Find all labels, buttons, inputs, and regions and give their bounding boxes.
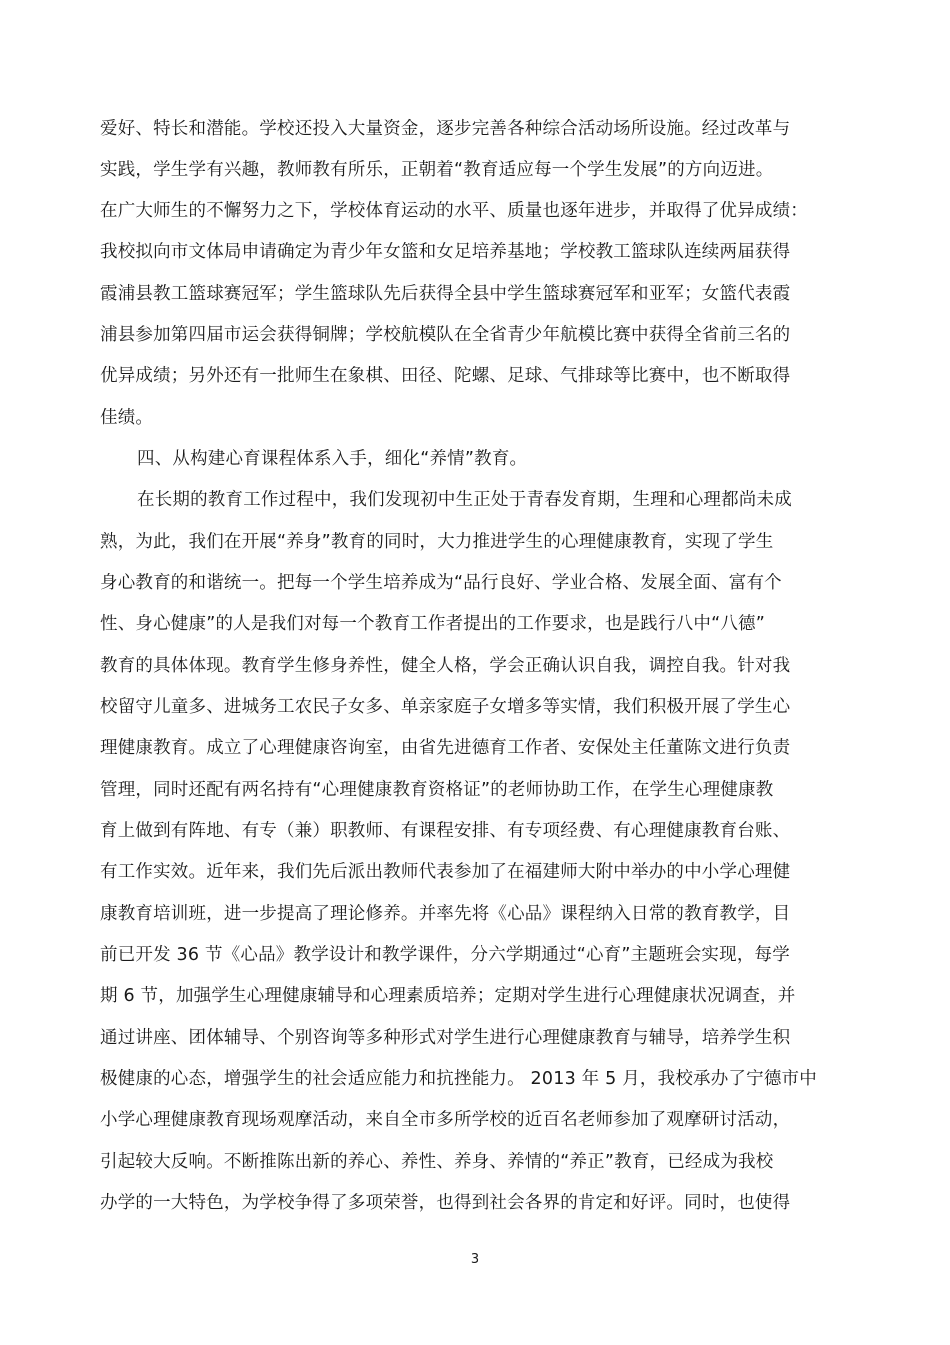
text-line: 前已开发 36 节《心品》教学设计和教学课件，分六学期通过“心育”主题班会实现，每学 [100,945,790,965]
text-line: 浦县参加第四届市运会获得铜牌；学校航模队在全省青少年航模比赛中获得全省前三名的 [100,325,791,345]
text-line: 管理，同时还配有两名持有“心理健康教育资格证”的老师协助工作，在学生心理健康教 [100,780,774,800]
text-line: 办学的一大特色，为学校争得了多项荣誉，也得到社会各界的肯定和好评。同时，也使得 [100,1193,791,1213]
text-line: 在广大师生的不懈努力之下，学校体育运动的水平、质量也逐年进步，并取得了优异成绩： [100,201,808,221]
text-line: 在长期的教育工作过程中，我们发现初中生正处于青春发育期，生理和心理都尚未成 [137,490,792,510]
text-line: 我校拟向市文体局申请确定为青少年女篮和女足培养基地；学校教工篮球队连续两届获得 [100,242,791,262]
text-line: 熟，为此，我们在开展“养身”教育的同时，大力推进学生的心理健康教育，实现了学生 [100,532,774,552]
text-line: 通过讲座、团体辅导、个别咨询等多种形式对学生进行心理健康教育与辅导，培养学生积 [100,1028,791,1048]
text-line: 爱好、特长和潜能。学校还投入大量资金，逐步完善各种综合活动场所设施。经过改革与 [100,119,791,139]
section-heading: 四、从构建心育课程体系入手，细化“养情”教育。 [137,449,528,469]
text-line: 身心教育的和谐统一。把每一个学生培养成为“品行良好、学业合格、发展全面、富有个 [100,573,782,593]
page-number: 3 [470,1252,480,1267]
text-line: 育上做到有阵地、有专（兼）职教师、有课程安排、有专项经费、有心理健康教育台账、 [100,821,791,841]
text-line: 有工作实效。近年来，我们先后派出教师代表参加了在福建师大附中举办的中小学心理健 [100,862,791,882]
text-line: 引起较大反响。不断推陈出新的养心、养性、养身、养情的“养正”教育，已经成为我校 [100,1152,774,1172]
text-line: 小学心理健康教育现场观摩活动，来自全市多所学校的近百名老师参加了观摩研讨活动， [100,1110,791,1130]
text-line: 极健康的心态，增强学生的社会适应能力和抗挫能力。 2013 年 5 月，我校承办了宁德市中 [100,1069,817,1089]
text-line: 教育的具体体现。教育学生修身养性，健全人格，学会正确认识自我，调控自我。针对我 [100,656,791,676]
text-line: 康教育培训班，进一步提高了理论修养。并率先将《心品》课程纳入日常的教育教学，目 [100,904,791,924]
text-line: 霞浦县教工篮球赛冠军；学生篮球队先后获得全县中学生篮球赛冠军和亚军；女篮代表霞 [100,284,791,304]
text-line: 期 6 节，加强学生心理健康辅导和心理素质培养；定期对学生进行心理健康状况调查，并 [100,986,796,1006]
text-line: 优异成绩；另外还有一批师生在象棋、田径、陀螺、足球、气排球等比赛中，也不断取得 [100,366,791,386]
text-line: 性、身心健康”的人是我们对每一个教育工作者提出的工作要求，也是践行八中“八德” [100,614,765,634]
text-line: 校留守儿童多、进城务工农民子女多、单亲家庭子女增多等实情，我们积极开展了学生心 [100,697,791,717]
text-line: 实践，学生学有兴趣，教师教有所乐，正朝着“教育适应每一个学生发展”的方向迈进。 [100,160,774,180]
text-line: 理健康教育。成立了心理健康咨询室，由省先进德育工作者、安保处主任董陈文进行负责 [100,738,791,758]
text-line: 佳绩。 [100,408,154,428]
